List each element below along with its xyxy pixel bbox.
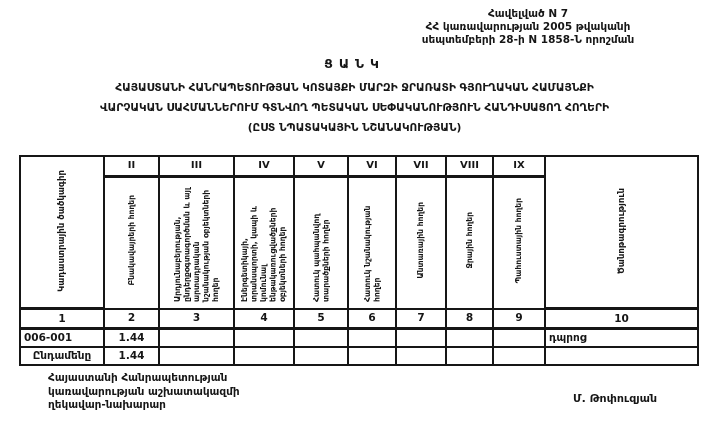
colnum-1: 1 — [20, 309, 104, 329]
row-value — [234, 329, 294, 347]
numeral-vi: VI — [348, 156, 396, 176]
total-label: Ընդամենը — [20, 347, 104, 365]
row-value — [294, 329, 348, 347]
main-title — [0, 78, 709, 138]
appendix-line-1: Հավելված N 7 — [487, 8, 569, 20]
total-value — [234, 347, 294, 365]
signatory-title-line-3: ղեկավար-նախարար — [48, 399, 166, 411]
title-line-1: ՀԱՅԱՍՏԱՆԻ ՀԱՆՐԱՊԵՏՈՒԹՅԱՆ ԿՈՏԱՅՔԻ ՄԱՐԶԻ ՋՐԱՌԱՏԻ ԳՅՈՒՂԱԿԱՆ ՀԱՄԱՅՆՔԻ — [115, 82, 594, 94]
cadastral-code-label: Կադաստրային ծածկագիր — [57, 169, 67, 292]
total-value: 1.44 — [104, 347, 159, 365]
land-categories-table — [19, 155, 699, 366]
header-protected-lands: Հատուկ պահպանվող տարածքների հողեր — [294, 176, 348, 309]
total-value — [348, 347, 396, 365]
numeral-ix: IX — [493, 156, 545, 176]
colnum-10: 10 — [545, 309, 698, 329]
title-line-2: ՎԱՐՉԱԿԱՆ ՍԱՀՄԱՆՆԵՐՈՒՄ ԳՏՆՎՈՂ ՊԵՏԱԿԱՆ ՍԵՓԱԿԱՆՈՒԹՅՈՒՆ ՀԱՆԴԻՍԱՑՈՂ ՀՈՂԵՐԻ — [100, 102, 609, 114]
row-value — [159, 329, 234, 347]
numeral-viii: VIII — [446, 156, 493, 176]
note-label: Ծանոթագրություն — [616, 187, 627, 274]
numeral-iii: III — [159, 156, 234, 176]
colnum-3: 3 — [159, 309, 234, 329]
header-energy-transport-lands: Էներգետիկայի, տրանսպորտի, կապի և կոմունալ ենթակառուցվածքների օբյեկտների հողեր — [234, 176, 294, 309]
header-residential-lands: Բնակավայրերի հողեր — [104, 176, 159, 309]
appendix-line-3: սեպտեմբերի 28-ի N 1858-Ն որոշման — [421, 34, 635, 46]
row-note: դպրոց — [545, 329, 698, 347]
row-value — [446, 329, 493, 347]
appendix-block — [388, 8, 668, 47]
row-value — [348, 329, 396, 347]
colnum-2: 2 — [104, 309, 159, 329]
total-note — [545, 347, 698, 365]
doc-title: ՑԱՆԿ — [324, 56, 385, 71]
row-code: 006-001 — [20, 329, 104, 347]
header-reserve-lands: Պահուստային հողեր — [493, 176, 545, 309]
header-water-lands: Ջրային հողեր — [446, 176, 493, 309]
row-value — [493, 329, 545, 347]
header-industrial-lands: Արդյունաբերության, ընդերքօգտագործման և այլ արտադրական նշանակության օբյեկտների հողեր — [159, 176, 234, 309]
numeral-v: V — [294, 156, 348, 176]
signatory-title-line-2: կառավարության աշխատակազմի — [48, 385, 240, 398]
total-value — [294, 347, 348, 365]
colnum-6: 6 — [348, 309, 396, 329]
colnum-9: 9 — [493, 309, 545, 329]
table-row — [20, 329, 698, 347]
total-value — [493, 347, 545, 365]
header-cadastral-code — [20, 156, 104, 309]
signatory-title-block — [48, 372, 240, 413]
row-value: 1.44 — [104, 329, 159, 347]
colnum-7: 7 — [396, 309, 446, 329]
signatory-title-line-1: Հայաստանի Հանրապետության — [48, 372, 228, 384]
total-row — [20, 347, 698, 365]
title-line-3: (ԸՍՏ ՆՊԱՏԱԿԱՅԻՆ ՆՇԱՆԱԿՈՒԹՅԱՆ) — [247, 122, 462, 134]
header-note — [545, 156, 698, 309]
total-value — [159, 347, 234, 365]
row-value — [396, 329, 446, 347]
numeral-ii: II — [104, 156, 159, 176]
header-forest-lands: Անտառային հողեր — [396, 176, 446, 309]
numeral-vii: VII — [396, 156, 446, 176]
numeral-iv: IV — [234, 156, 294, 176]
colnum-5: 5 — [294, 309, 348, 329]
appendix-line-2: ՀՀ կառավարության 2005 թվականի — [425, 21, 631, 33]
total-value — [446, 347, 493, 365]
colnum-8: 8 — [446, 309, 493, 329]
signatory-name: Մ. Թոփուզյան — [573, 392, 658, 405]
total-value — [396, 347, 446, 365]
colnum-4: 4 — [234, 309, 294, 329]
header-special-purpose-lands: Հատուկ նշանակության հողեր — [348, 176, 396, 309]
